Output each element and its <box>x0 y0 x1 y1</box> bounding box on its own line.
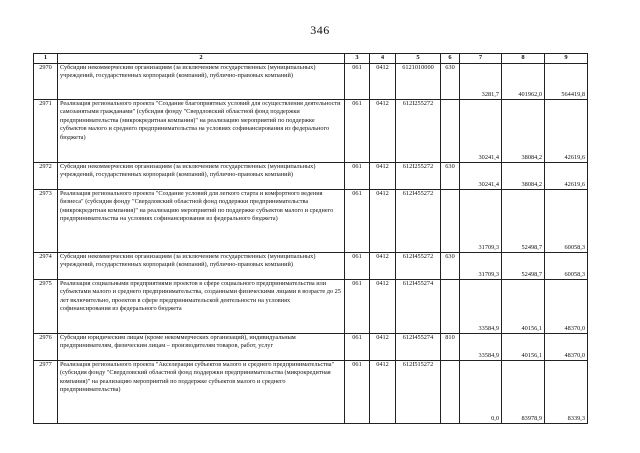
amount-col-8: 38084,2 <box>502 163 545 190</box>
page-number: 346 <box>310 23 330 37</box>
column-header: 9 <box>545 54 588 64</box>
amount-col-7: 3281,7 <box>460 64 502 100</box>
ministry-code: 061 <box>345 190 370 253</box>
target-article-code: 612I255272 <box>396 163 441 190</box>
table-row <box>34 64 588 100</box>
amount-col-9: 60058,3 <box>545 190 588 253</box>
row-number: 2970 <box>34 64 58 100</box>
table-row <box>34 361 588 424</box>
budget-table <box>33 53 588 424</box>
row-number: 2976 <box>34 334 58 361</box>
amount-col-7: 30241,4 <box>460 100 502 163</box>
target-article-code: 612I455272 <box>396 190 441 253</box>
expense-type-code: 630 <box>441 163 460 190</box>
row-number: 2971 <box>34 100 58 163</box>
amount-col-8: 40156,1 <box>502 280 545 334</box>
amount-col-7: 30241,4 <box>460 163 502 190</box>
expense-type-code <box>441 190 460 253</box>
table-row <box>34 280 588 334</box>
amount-col-9: 42619,6 <box>545 100 588 163</box>
row-description: Субсидии некоммерческим организациям (за исключением государственных (муниципальных) учреждений, государственных корпораций (компаний), публично-правовых компаний) <box>58 163 345 190</box>
expense-type-code <box>441 280 460 334</box>
ministry-code: 061 <box>345 334 370 361</box>
row-description: Реализация социальными предприятиями проектов в сфере социального предпринимательства или субъектами малого и среднего предпринимательства, созданными физическими лицами в возрасте до 25 лет включительно, проектов в сфере предпринимательской деятельности на условиях софинансирования из федерального бюджета <box>58 280 345 334</box>
expense-type-code <box>441 100 460 163</box>
row-description: Субсидии некоммерческим организациям (за исключением государственных (муниципальных) учреждений, государственных корпораций (компаний), публично-правовых компаний) <box>58 64 345 100</box>
expense-type-code <box>441 361 460 424</box>
amount-col-9: 60058,3 <box>545 253 588 280</box>
amount-col-8: 38084,2 <box>502 100 545 163</box>
row-number: 2975 <box>34 280 58 334</box>
target-article-code: 612I455272 <box>396 253 441 280</box>
column-header: 4 <box>370 54 396 64</box>
amount-col-8: 52498,7 <box>502 190 545 253</box>
section-code: 0412 <box>370 163 396 190</box>
amount-col-7: 31709,3 <box>460 190 502 253</box>
row-number: 2977 <box>34 361 58 424</box>
amount-col-9: 48370,0 <box>545 334 588 361</box>
amount-col-9: 42619,6 <box>545 163 588 190</box>
amount-col-8: 401962,0 <box>502 64 545 100</box>
row-description: Реализация регионального проекта "Акселерация субъектов малого и среднего предпринимательства" (субсидия фонду "Свердловский областной фонд поддержки предпринимательства (микрокредитная компания)" на реализацию мероприятий по поддержке субъектов малого и среднего предпринимательства) <box>58 361 345 424</box>
column-header: 7 <box>460 54 502 64</box>
section-code: 0412 <box>370 334 396 361</box>
amount-col-7: 33584,9 <box>460 280 502 334</box>
section-code: 0412 <box>370 64 396 100</box>
row-description: Реализация регионального проекта "Создание благоприятных условий для осуществления деятельности самозанятыми гражданами" (субсидия фонду "Свердловский областной фонд поддержки предпринимательства (микрокредитная компания)" на реализацию мероприятий по поддержке субъектов малого и среднего предпринимательства на условиях софинансирования из федерального бюджета) <box>58 100 345 163</box>
target-article-code: 612I455274 <box>396 280 441 334</box>
row-description: Субсидии некоммерческим организациям (за исключением государственных (муниципальных) учреждений, государственных корпораций (компаний), публично-правовых компаний) <box>58 253 345 280</box>
target-article-code: 612I455274 <box>396 334 441 361</box>
ministry-code: 061 <box>345 163 370 190</box>
section-code: 0412 <box>370 100 396 163</box>
expense-type-code: 630 <box>441 64 460 100</box>
table-row <box>34 253 588 280</box>
table-row <box>34 163 588 190</box>
column-header: 1 <box>34 54 58 64</box>
section-code: 0412 <box>370 190 396 253</box>
section-code: 0412 <box>370 361 396 424</box>
amount-col-7: 0,0 <box>460 361 502 424</box>
column-header: 2 <box>58 54 345 64</box>
target-article-code: 612I255272 <box>396 100 441 163</box>
target-article-code: 6121010000 <box>396 64 441 100</box>
ministry-code: 061 <box>345 361 370 424</box>
table-row <box>34 190 588 253</box>
ministry-code: 061 <box>345 64 370 100</box>
amount-col-9: 8339,3 <box>545 361 588 424</box>
amount-col-8: 52498,7 <box>502 253 545 280</box>
column-header: 5 <box>396 54 441 64</box>
ministry-code: 061 <box>345 280 370 334</box>
ministry-code: 061 <box>345 100 370 163</box>
column-header: 6 <box>441 54 460 64</box>
expense-type-code: 630 <box>441 253 460 280</box>
section-code: 0412 <box>370 253 396 280</box>
expense-type-code: 810 <box>441 334 460 361</box>
target-article-code: 612I515272 <box>396 361 441 424</box>
amount-col-8: 83978,9 <box>502 361 545 424</box>
table-row <box>34 334 588 361</box>
amount-col-9: 564419,8 <box>545 64 588 100</box>
amount-col-7: 31709,3 <box>460 253 502 280</box>
amount-col-7: 33584,9 <box>460 334 502 361</box>
row-number: 2974 <box>34 253 58 280</box>
table-row <box>34 100 588 163</box>
amount-col-8: 40156,1 <box>502 334 545 361</box>
table-header-row <box>34 54 588 64</box>
row-number: 2972 <box>34 163 58 190</box>
row-description: Субсидии юридическим лицам (кроме некоммерческих организаций), индивидуальным предпринимателям, физическим лицам – производителям товаров, работ, услуг <box>58 334 345 361</box>
column-header: 3 <box>345 54 370 64</box>
row-number: 2973 <box>34 190 58 253</box>
row-description: Реализация регионального проекта "Создание условий для легкого старта и комфортного ведения бизнеса" (субсидия фонду "Свердловский областной фонд поддержки предпринимательства (микрокредитная компания)" на реализацию мероприятий по поддержке субъектов малого и среднего предпринимательства на условиях софинансирования из федерального бюджета) <box>58 190 345 253</box>
amount-col-9: 48370,0 <box>545 280 588 334</box>
section-code: 0412 <box>370 280 396 334</box>
column-header: 8 <box>502 54 545 64</box>
ministry-code: 061 <box>345 253 370 280</box>
